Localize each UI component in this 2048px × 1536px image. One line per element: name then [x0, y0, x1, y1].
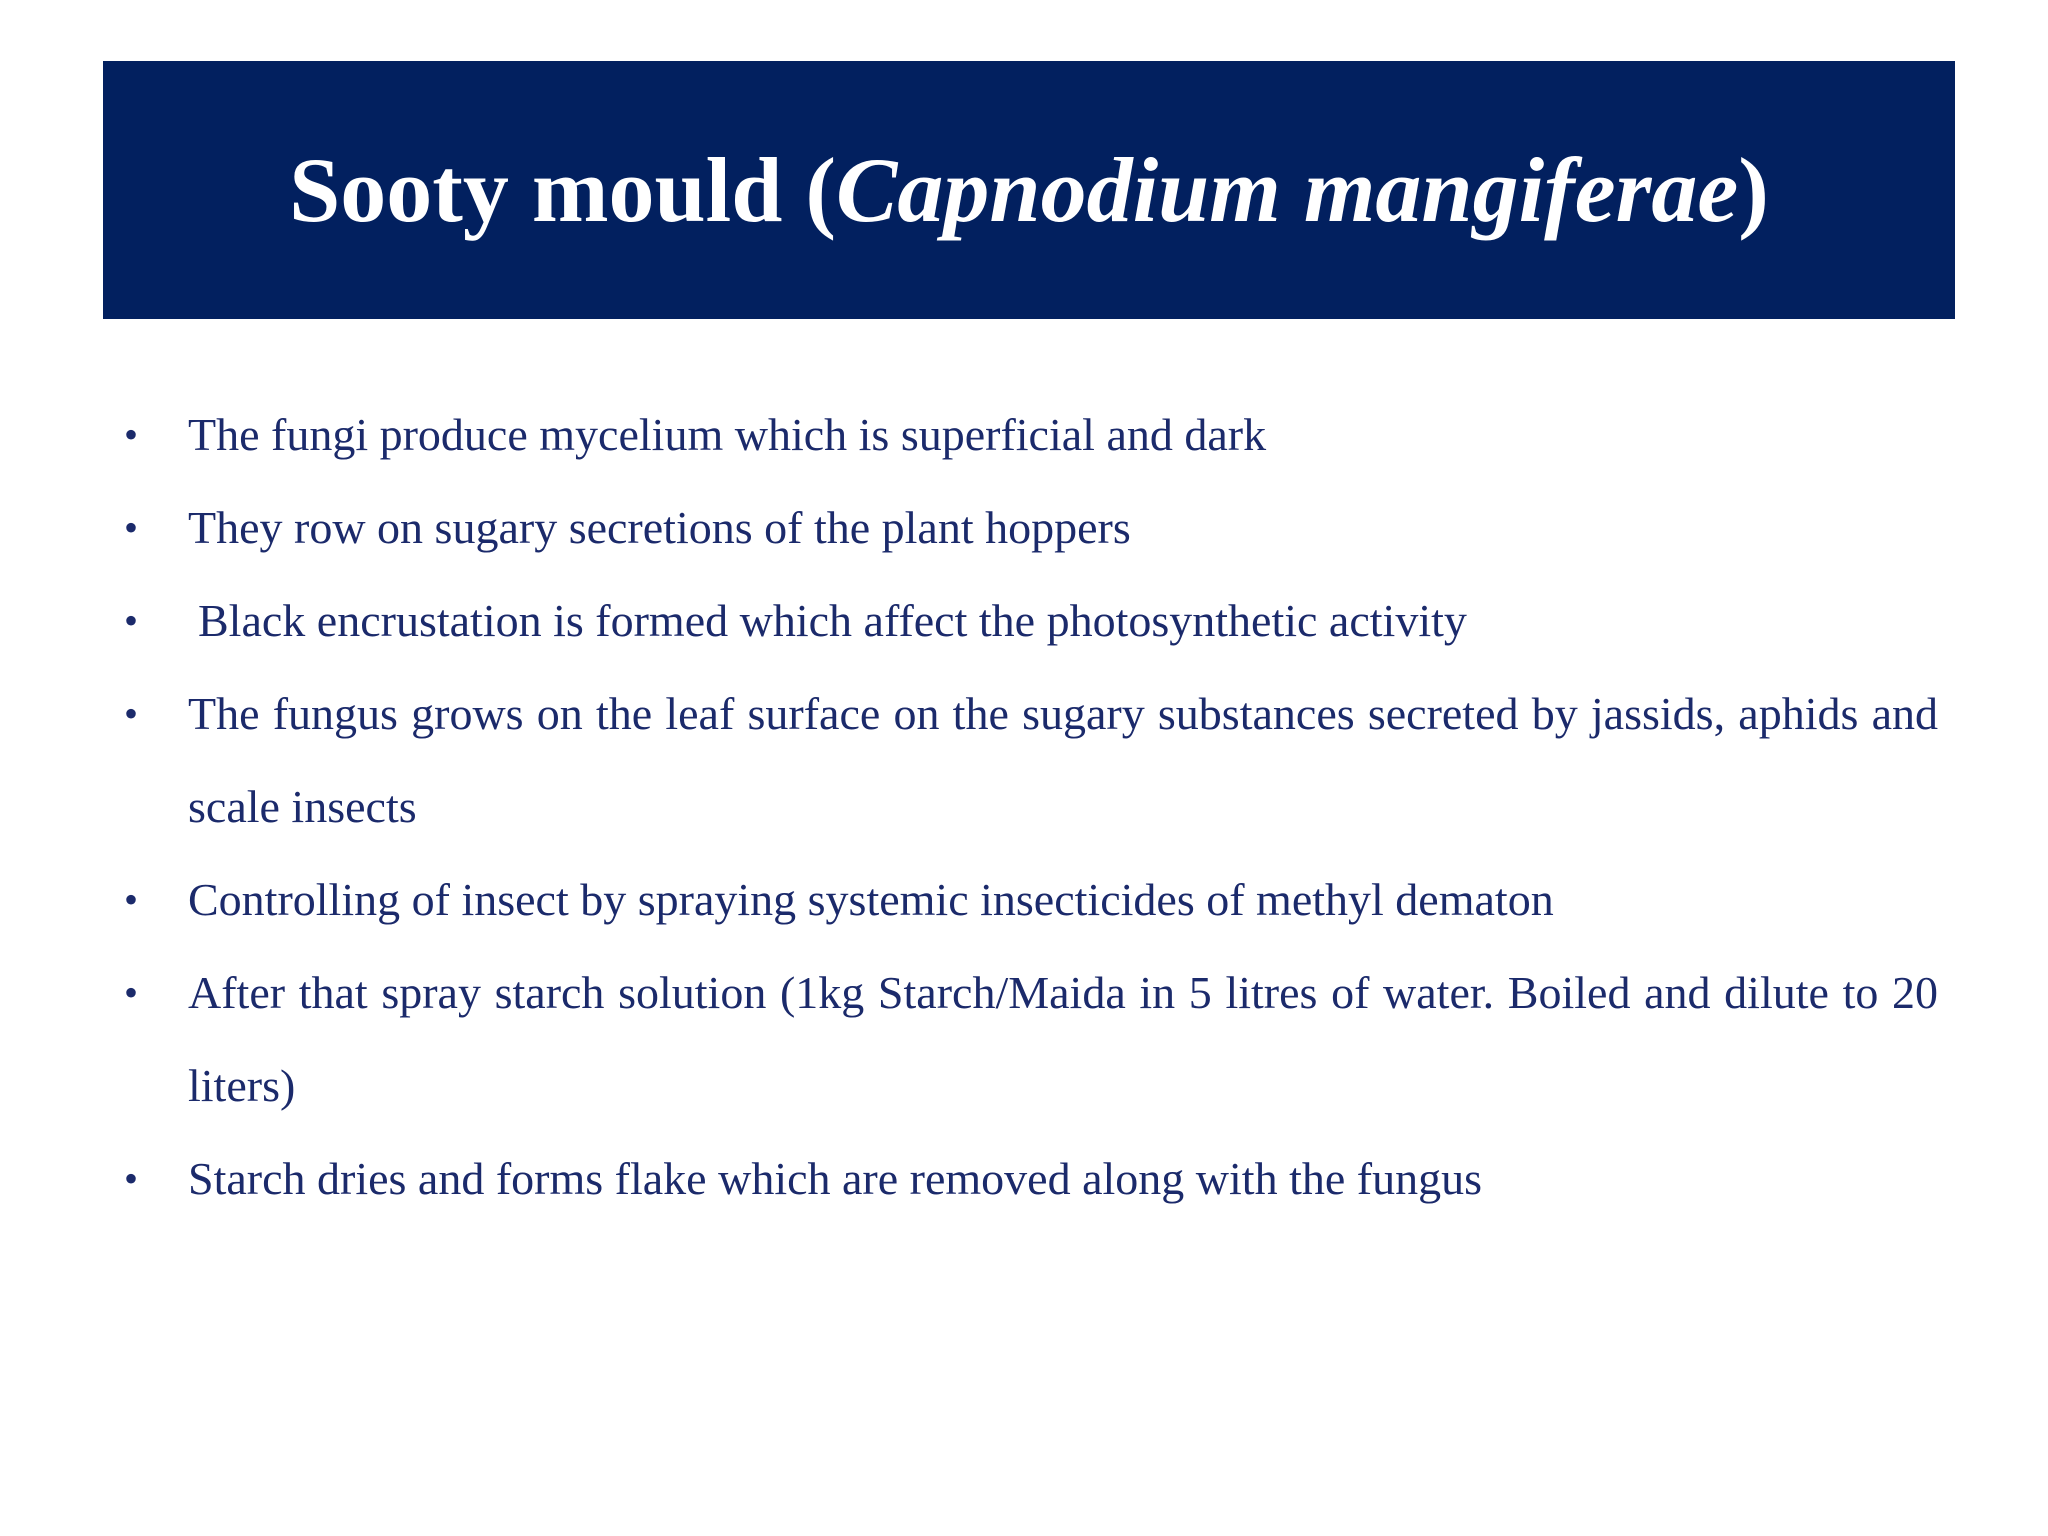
list-item — [118, 946, 1938, 1132]
bullet-dot: • — [124, 877, 139, 922]
slide-title — [289, 139, 1769, 241]
list-item — [118, 388, 1938, 481]
bullet-text: The fungus grows on the leaf surface on the sugary substances secreted by jassids, aphids and scale insects — [188, 688, 1938, 832]
list-item — [118, 853, 1938, 946]
bullet-text: Controlling of insect by spraying systemic insecticides of methyl dematon — [188, 874, 1554, 925]
title-bar — [103, 61, 1955, 319]
bullet-dot: • — [124, 970, 139, 1015]
list-item — [118, 667, 1938, 853]
bullet-text: The fungi produce mycelium which is superficial and dark — [188, 409, 1267, 460]
bullet-text: Starch dries and forms flake which are removed along with the fungus — [188, 1153, 1482, 1204]
bullet-dot: • — [124, 505, 139, 550]
bullet-list — [118, 388, 1938, 1225]
bullet-text: They row on sugary secretions of the plant hoppers — [188, 502, 1131, 553]
title-scientific-name: Capnodium mangiferae — [836, 139, 1739, 241]
bullet-dot: • — [124, 598, 139, 643]
bullet-dot: • — [124, 691, 139, 736]
list-item — [118, 481, 1938, 574]
list-item — [118, 574, 1938, 667]
bullet-text: Black encrustation is formed which affect the photosynthetic activity — [198, 595, 1467, 646]
bullet-dot: • — [124, 412, 139, 457]
bullet-text: After that spray starch solution (1kg Starch/Maida in 5 litres of water. Boiled and dilute to 20 liters) — [188, 967, 1938, 1111]
title-suffix: ) — [1738, 139, 1769, 241]
title-prefix: Sooty mould ( — [289, 139, 837, 241]
list-item — [118, 1132, 1938, 1225]
bullet-dot: • — [124, 1156, 139, 1201]
